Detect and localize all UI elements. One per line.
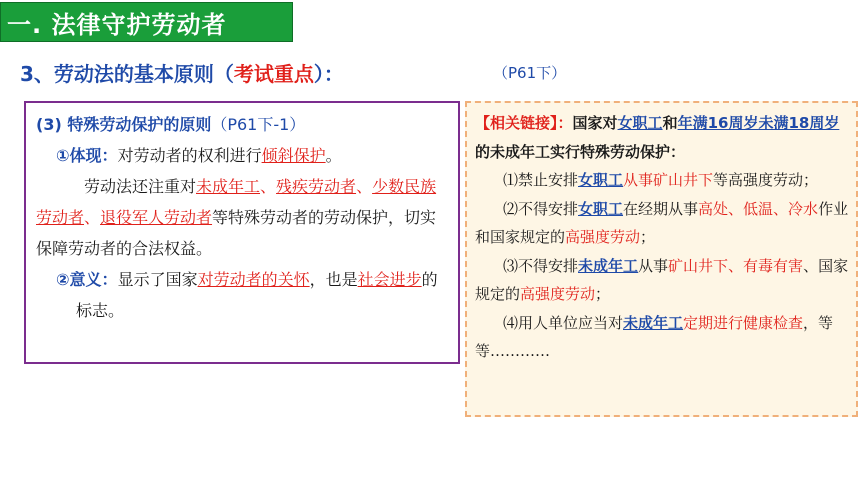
principle-heading <box>36 109 450 140</box>
item-key: 未成年工 <box>578 256 639 275</box>
group-item: 未成年工 <box>196 177 261 196</box>
related-link-box <box>465 101 858 417</box>
item-red: 高强度劳动 <box>520 285 596 303</box>
page-reference: （P61下） <box>493 64 567 82</box>
meaning-label: ②意义： <box>56 270 118 289</box>
related-intro <box>475 109 850 166</box>
groups-paragraph <box>36 171 450 264</box>
para-start: 劳动法还注重对 <box>84 177 197 196</box>
item-text: ，等等………… <box>475 313 834 360</box>
related-colon: ： <box>557 114 573 132</box>
item-text: ⑴禁止安排 <box>503 171 579 189</box>
intro-key-1: 女职工 <box>617 114 663 132</box>
para-end: 等特殊劳动者的劳动保护，切实保障劳动者的合法权益。 <box>36 208 437 258</box>
item-key: 女职工 <box>578 199 624 218</box>
group-sep: 、 <box>260 177 277 196</box>
meaning-key: 对劳动者的关怀 <box>197 270 310 289</box>
intro-key-2a: 年满16周岁 <box>677 114 759 132</box>
topic-prefix: 3、劳动法的基本原则（ <box>20 62 234 86</box>
section-title-bar <box>0 2 293 42</box>
manifest-end: 。 <box>325 146 342 165</box>
topic-highlight: 考试重点 <box>233 62 314 86</box>
principle-heading-text: (3) 特殊劳动保护的原则 <box>36 115 212 134</box>
group-item: 少数民族劳动者 <box>36 177 437 227</box>
section-title: 一. 法律守护劳动者 <box>7 10 227 39</box>
meaning-text: 显示了国家 <box>117 270 198 289</box>
manifest-text: 对劳动者的权利进行 <box>117 146 262 165</box>
item-red: 定期进行健康检查 <box>683 313 804 332</box>
manifest-label: ①体现： <box>56 146 118 165</box>
intro-text-3: 的未成年工实行特殊劳动保护： <box>475 142 686 161</box>
manifest-key: 倾斜保护 <box>261 146 326 165</box>
item-red: 从事矿山井下 <box>623 171 714 189</box>
related-item-1 <box>475 166 850 195</box>
item-text: 从事 <box>638 256 669 275</box>
related-item-2 <box>475 195 850 252</box>
principle-box <box>24 101 460 364</box>
item-red: 高强度劳动 <box>565 228 641 246</box>
item-text: 等高强度劳动； <box>713 171 819 189</box>
item-text: ⑶不得安排 <box>503 256 579 275</box>
item-text: 在经期从事 <box>623 199 699 218</box>
item-red: 矿山井下、有毒有害 <box>668 256 804 275</box>
principle-heading-ref: （P61下-1） <box>211 115 306 134</box>
item-key: 女职工 <box>578 171 624 189</box>
group-sep: 、 <box>84 208 101 227</box>
group-item: 退役军人劳动者 <box>100 208 213 227</box>
intro-key-2b: 未满18周岁 <box>758 114 840 132</box>
intro-text-1: 国家对 <box>572 114 618 132</box>
related-item-3 <box>475 252 850 309</box>
item-text: ； <box>595 285 611 303</box>
item-text: ； <box>640 228 656 246</box>
intro-text-2: 和 <box>662 114 678 132</box>
item-key: 未成年工 <box>623 313 684 332</box>
related-item-4 <box>475 309 850 366</box>
item-text: 、国家规定的 <box>475 256 849 303</box>
related-label: 【相关链接】 <box>475 114 558 132</box>
topic-suffix: ）： <box>313 62 344 86</box>
meaning-key2: 社会进步 <box>357 270 422 289</box>
item-red: 高处、低温、冷水 <box>698 199 819 218</box>
meaning-line <box>56 264 450 326</box>
item-text: ⑷用人单位应当对 <box>503 313 624 332</box>
item-text: ⑵不得安排 <box>503 199 579 218</box>
topic-heading <box>20 58 344 87</box>
meaning-mid: ，也是 <box>309 270 358 289</box>
group-sep: 、 <box>356 177 373 196</box>
manifest-line <box>36 140 450 171</box>
group-item: 残疾劳动者 <box>276 177 357 196</box>
item-text: 作业和国家规定的 <box>475 199 849 246</box>
meaning-end: 的标志。 <box>76 270 438 320</box>
